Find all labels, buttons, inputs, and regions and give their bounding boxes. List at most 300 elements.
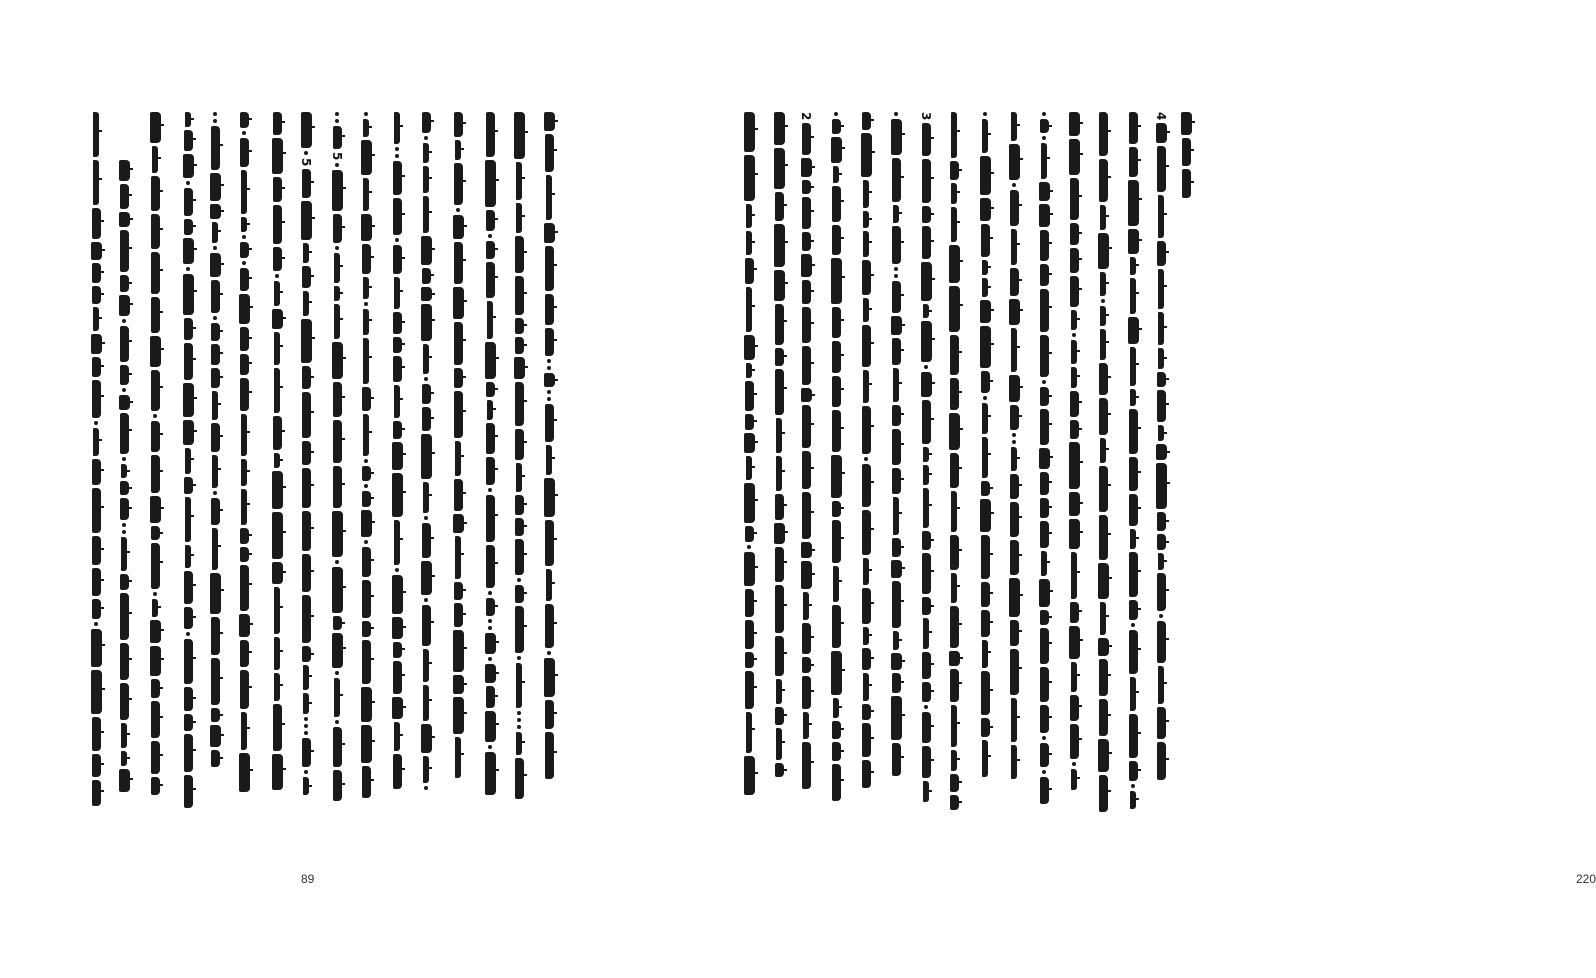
left-page-word-glyph: [363, 277, 369, 299]
left-page-word-glyph: [486, 495, 495, 542]
right-page-word-glyph: [892, 429, 901, 465]
right-page-word-glyph: [892, 743, 901, 776]
left-page-word-glyph: [272, 309, 283, 329]
right-page-word-glyph: [801, 158, 812, 177]
left-page-word-glyph: [151, 252, 160, 294]
right-page-word-glyph: [1100, 306, 1106, 326]
left-page-word-glyph: [119, 212, 130, 227]
left-page-punctuation: [395, 568, 399, 572]
right-page-punctuation: [924, 365, 928, 369]
left-page-word-glyph: [184, 639, 193, 684]
right-page-word-glyph: [1157, 372, 1166, 387]
left-page-word-glyph: [303, 291, 309, 316]
left-page-word-glyph: [183, 274, 194, 315]
right-page-word-glyph: [1071, 367, 1077, 388]
right-page-word-glyph: [982, 278, 988, 297]
left-page-word-glyph: [150, 620, 161, 643]
left-page-word-glyph: [334, 678, 340, 717]
left-page-word-glyph: [455, 536, 461, 579]
left-page-word-glyph: [486, 112, 495, 157]
right-page-word-glyph: [891, 653, 902, 670]
right-page-word-glyph: [892, 673, 901, 693]
left-page-word-glyph: [185, 545, 191, 568]
left-page-word-glyph: [185, 497, 191, 542]
left-page-word-glyph: [240, 547, 249, 562]
right-page-word-glyph: [863, 298, 869, 322]
right-page-word-glyph: [862, 723, 871, 757]
right-page-word-glyph: [1129, 714, 1138, 758]
left-page-word-glyph: [453, 697, 464, 734]
left-page-word-glyph: [212, 455, 218, 488]
left-page-word-glyph: [152, 146, 158, 173]
right-page-word-glyph: [776, 456, 782, 491]
right-page-word-glyph: [801, 542, 812, 558]
left-page-word-glyph: [92, 286, 101, 304]
right-page-word-glyph: [892, 281, 901, 313]
right-page-word-glyph: [1040, 667, 1049, 702]
right-page-word-glyph: [1071, 769, 1077, 790]
right-page-word-glyph: [950, 606, 959, 648]
left-page-word-glyph: [392, 442, 403, 470]
left-page-word-glyph: [211, 498, 220, 525]
left-page-word-glyph: [302, 646, 311, 662]
left-page-word-glyph: [486, 262, 495, 298]
left-page-word-glyph: [92, 380, 101, 418]
right-page-word-glyph: [746, 231, 752, 255]
left-page-word-glyph: [184, 477, 193, 494]
left-page-word-glyph: [211, 323, 220, 341]
left-page-punctuation: [488, 234, 492, 238]
right-page-word-glyph: [1009, 144, 1020, 180]
left-page-word-glyph: [211, 368, 220, 388]
left-page-punctuation: [213, 246, 217, 250]
right-page-word-glyph: [1157, 390, 1166, 422]
right-page-word-glyph: [923, 447, 929, 462]
left-page-word-glyph: [361, 214, 372, 241]
right-page-word-glyph: [775, 348, 784, 366]
left-page-word-glyph: [185, 448, 191, 474]
left-page-text-column: [450, 112, 466, 778]
left-page-word-glyph: [211, 658, 220, 705]
left-page-word-glyph: [454, 479, 463, 511]
right-page-text-column: [888, 112, 904, 776]
left-page-word-glyph: [362, 621, 371, 637]
left-page-punctuation: [488, 626, 492, 630]
right-page-punctuation: [1042, 136, 1046, 140]
left-page-word-glyph: [150, 646, 161, 676]
left-page-punctuation: [186, 267, 190, 271]
right-page-word-glyph: [1069, 442, 1080, 489]
left-page-word-glyph: [545, 404, 554, 442]
right-page-word-glyph: [832, 186, 841, 222]
right-page-word-glyph: [774, 523, 785, 544]
left-page-word-glyph: [240, 640, 249, 667]
right-page-word-glyph: [1040, 705, 1049, 733]
left-page-word-glyph: [211, 280, 220, 313]
left-page-word-glyph: [486, 241, 495, 259]
right-page-text-column: [918, 112, 934, 802]
left-page-punctuation: [304, 151, 308, 155]
right-page-word-glyph: [744, 433, 755, 453]
left-page-word-glyph: [151, 370, 160, 411]
right-page-text-column: [946, 112, 962, 810]
left-page-word-glyph: [240, 327, 249, 351]
right-page-word-glyph: [950, 335, 959, 375]
right-page-word-glyph: [775, 494, 784, 520]
left-page-word-glyph: [421, 304, 432, 341]
left-page-word-glyph: [333, 770, 342, 801]
right-page-word-glyph: [1128, 180, 1139, 226]
right-page-word-glyph: [833, 698, 839, 718]
left-page-word-glyph: [515, 539, 524, 575]
left-page-punctuation: [122, 388, 126, 392]
right-page-word-glyph: [949, 286, 960, 332]
right-page-text-column: [1066, 112, 1082, 790]
left-page-word-glyph: [151, 741, 160, 774]
right-page-word-glyph: [950, 669, 959, 702]
left-page-word-glyph: [151, 679, 160, 698]
right-page-word-glyph: [832, 410, 841, 452]
right-page-word-glyph: [833, 166, 839, 183]
right-page-word-glyph: [862, 704, 871, 720]
left-page-punctuation: [488, 745, 492, 749]
right-page-word-glyph: [803, 592, 809, 620]
right-page-word-glyph: [1069, 519, 1080, 549]
right-page-word-glyph: [923, 304, 929, 318]
left-page-word-glyph: [546, 175, 552, 220]
left-page-word-glyph: [392, 697, 403, 719]
left-page-word-glyph: [485, 752, 496, 795]
left-page-punctuation: [335, 560, 339, 564]
left-page-word-glyph: [422, 605, 431, 646]
left-page-word-glyph: [211, 708, 220, 722]
left-page-word-glyph: [487, 301, 493, 339]
right-page-text-column: [798, 112, 814, 789]
left-page-word-glyph: [515, 606, 524, 653]
left-page-punctuation: [335, 112, 339, 116]
left-page-punctuation: [364, 302, 368, 306]
left-page-word-glyph: [362, 580, 371, 618]
left-page-word-glyph: [92, 780, 101, 806]
right-page-word-glyph: [951, 112, 957, 158]
left-page-word-glyph: [274, 332, 280, 365]
left-page-word-glyph: [183, 154, 194, 178]
left-page-word-glyph: [121, 537, 127, 571]
right-page-word-glyph: [1099, 659, 1108, 696]
right-page-word-glyph: [950, 795, 959, 810]
right-page-word-glyph: [1070, 223, 1079, 245]
left-page-word-glyph: [184, 687, 193, 711]
left-page-punctuation: [122, 523, 126, 527]
left-page-word-glyph: [151, 421, 160, 452]
left-page-word-glyph: [485, 342, 496, 379]
right-page-word-glyph: [892, 468, 901, 494]
left-page-word-glyph: [121, 723, 127, 748]
left-page-word-glyph: [211, 750, 220, 767]
left-page-word-glyph: [184, 219, 193, 235]
left-page-punctuation: [275, 274, 279, 278]
right-page-word-glyph: [1158, 312, 1164, 345]
left-page-punctuation: [517, 711, 521, 715]
right-page-word-glyph: [891, 119, 902, 155]
right-page-word-glyph: [1130, 389, 1136, 406]
right-page-word-glyph: [863, 211, 869, 228]
left-page-text-column: [116, 160, 132, 792]
left-page-word-glyph: [274, 453, 280, 468]
left-page-word-glyph: [240, 242, 249, 258]
right-page-word-glyph: [1100, 205, 1106, 230]
left-page-word-glyph: [423, 344, 429, 374]
left-page-word-glyph: [363, 178, 369, 211]
left-page-inline-numeral: 5: [330, 152, 344, 161]
left-page-word-glyph: [91, 334, 102, 354]
left-page-punctuation: [517, 725, 521, 729]
left-page-word-glyph: [362, 766, 371, 798]
left-page-word-glyph: [486, 457, 495, 485]
right-page-word-glyph: [1010, 405, 1019, 430]
left-page-word-glyph: [273, 112, 282, 135]
right-page-word-glyph: [949, 413, 960, 450]
right-page-punctuation: [1042, 380, 1046, 384]
right-page-word-glyph: [1130, 257, 1136, 275]
left-page-word-glyph: [545, 604, 554, 648]
right-page-word-glyph: [801, 561, 812, 589]
left-page-word-glyph: [423, 482, 429, 513]
left-page-text-column: [358, 112, 374, 798]
right-page-word-glyph: [802, 346, 811, 385]
right-page-word-glyph: [892, 338, 901, 365]
left-page-punctuation: [424, 786, 428, 790]
right-page-word-glyph: [982, 403, 988, 434]
left-page-word-glyph: [92, 263, 101, 283]
left-page-word-glyph: [184, 571, 193, 604]
left-page-word-glyph: [486, 686, 495, 708]
left-page-word-glyph: [184, 607, 193, 629]
right-page-word-glyph: [1040, 387, 1049, 406]
left-page-word-glyph: [515, 495, 524, 515]
right-page-word-glyph: [1069, 492, 1080, 516]
left-page-word-glyph: [272, 138, 283, 174]
right-page-word-glyph: [922, 652, 931, 679]
right-page-word-glyph: [922, 597, 931, 615]
left-page-word-glyph: [303, 777, 309, 795]
right-page-punctuation: [983, 112, 987, 116]
right-page-word-glyph: [745, 414, 754, 430]
left-page-text-column: [298, 112, 314, 795]
right-page-word-glyph: [922, 159, 931, 203]
right-page-word-glyph: [1071, 310, 1077, 330]
left-page-word-glyph: [120, 643, 129, 680]
left-page-word-glyph: [485, 711, 496, 742]
left-page-word-glyph: [274, 281, 280, 306]
left-page-word-glyph: [120, 683, 129, 720]
right-page-word-glyph: [744, 552, 755, 586]
right-page-word-glyph: [1070, 602, 1079, 623]
left-page-word-glyph: [210, 204, 221, 219]
right-page-word-glyph: [1069, 112, 1080, 136]
right-page-word-glyph: [1129, 147, 1138, 177]
right-page-text-column: [741, 112, 757, 795]
left-page-word-glyph: [303, 665, 309, 690]
left-page-word-glyph: [333, 466, 342, 508]
left-page-word-glyph: [272, 754, 283, 790]
left-page-punctuation: [242, 235, 246, 239]
right-page-word-glyph: [1011, 698, 1017, 742]
left-page-word-glyph: [185, 112, 191, 127]
left-page-word-glyph: [91, 242, 102, 260]
right-page-word-glyph: [950, 161, 959, 180]
left-page-word-glyph: [516, 732, 522, 755]
right-page-word-glyph: [1040, 472, 1049, 495]
right-page-word-glyph: [746, 712, 752, 753]
right-page-word-glyph: [1181, 112, 1192, 135]
right-page-word-glyph: [1130, 791, 1136, 809]
left-page-word-glyph: [119, 395, 130, 410]
right-page-word-glyph: [1098, 563, 1109, 599]
left-page-word-glyph: [302, 392, 311, 438]
left-page-word-glyph: [183, 238, 194, 264]
right-page-word-glyph: [745, 671, 754, 709]
left-page-word-glyph: [212, 528, 218, 570]
right-page-word-glyph: [802, 180, 811, 194]
left-page-word-glyph: [393, 356, 402, 382]
left-page-word-glyph: [333, 727, 342, 767]
right-page-word-glyph: [921, 321, 932, 362]
right-page-word-glyph: [1099, 398, 1108, 435]
left-page-word-glyph: [454, 112, 463, 137]
right-page-number: 220: [1576, 872, 1596, 886]
left-page-word-glyph: [332, 170, 343, 211]
left-page-word-glyph: [334, 304, 340, 339]
right-page-punctuation: [1012, 440, 1016, 444]
left-page-word-glyph: [183, 420, 194, 445]
left-page-word-glyph: [362, 387, 371, 411]
left-page-text-column: [541, 112, 557, 779]
left-page-word-glyph: [120, 326, 129, 362]
right-page-word-glyph: [1156, 123, 1167, 143]
right-page-word-glyph: [863, 180, 869, 208]
left-page-word-glyph: [210, 725, 221, 747]
right-page-punctuation: [747, 545, 751, 549]
right-page-word-glyph: [922, 531, 931, 550]
left-page-word-glyph: [394, 520, 400, 565]
left-page-word-glyph: [393, 642, 402, 658]
right-page-word-glyph: [863, 558, 869, 585]
right-page-word-glyph: [1158, 553, 1164, 570]
right-page-word-glyph: [745, 258, 754, 284]
right-page-word-glyph: [1158, 269, 1164, 309]
left-page-word-glyph: [272, 512, 283, 559]
right-page-word-glyph: [832, 225, 841, 255]
right-page-word-glyph: [951, 573, 957, 603]
right-page-word-glyph: [1039, 204, 1050, 227]
left-page-word-glyph: [515, 276, 524, 315]
left-page-word-glyph: [212, 222, 218, 243]
right-page-word-glyph: [802, 451, 811, 489]
left-page-word-glyph: [422, 384, 431, 404]
left-page-word-glyph: [334, 253, 340, 283]
left-page-word-glyph: [454, 391, 463, 438]
left-page-word-glyph: [455, 140, 461, 160]
right-page-word-glyph: [831, 455, 842, 498]
right-page-word-glyph: [1010, 649, 1019, 695]
left-page-word-glyph: [151, 777, 160, 795]
left-page-word-glyph: [485, 664, 496, 683]
right-page-text-column: [1036, 112, 1052, 804]
right-page-word-glyph: [949, 651, 960, 666]
left-page-word-glyph: [92, 599, 101, 619]
right-page-word-glyph: [981, 535, 990, 579]
right-page-word-glyph: [1157, 534, 1166, 550]
left-page-word-glyph: [274, 673, 280, 701]
right-page-punctuation: [1131, 784, 1135, 788]
right-page-word-glyph: [831, 137, 842, 163]
right-page-word-glyph: [980, 326, 991, 368]
right-page-word-glyph: [801, 254, 812, 277]
left-page-word-glyph: [121, 751, 127, 766]
right-page-word-glyph: [1098, 638, 1109, 656]
right-page-word-glyph: [1129, 630, 1138, 674]
left-page-word-glyph: [239, 614, 250, 637]
right-page-punctuation: [864, 457, 868, 461]
left-page-word-glyph: [545, 520, 554, 566]
right-page-word-glyph: [1182, 138, 1191, 166]
left-page-word-glyph: [302, 441, 311, 465]
right-page-word-glyph: [832, 764, 841, 801]
right-page-word-glyph: [1158, 195, 1164, 238]
right-page-word-glyph: [832, 341, 841, 373]
right-page-word-glyph: [1099, 775, 1108, 812]
left-page-word-glyph: [544, 373, 555, 387]
left-page-word-glyph: [363, 414, 369, 456]
right-page-word-glyph: [922, 682, 931, 702]
right-page-word-glyph: [802, 405, 811, 448]
right-page-word-glyph: [1157, 742, 1166, 780]
left-page-word-glyph: [240, 268, 249, 291]
left-page-word-glyph: [301, 201, 312, 240]
left-page-word-glyph: [455, 737, 461, 778]
right-page-word-glyph: [803, 712, 809, 739]
left-page-word-glyph: [362, 466, 371, 481]
right-page-text-column: [1006, 112, 1022, 779]
right-page-word-glyph: [980, 156, 991, 195]
left-page-word-glyph: [211, 344, 220, 365]
right-page-word-glyph: [775, 763, 784, 777]
right-page-punctuation: [1042, 736, 1046, 740]
left-page-punctuation: [517, 718, 521, 722]
right-page-word-glyph: [832, 119, 841, 134]
left-page-word-glyph: [241, 217, 247, 232]
right-page-word-glyph: [801, 388, 812, 402]
right-page-word-glyph: [1010, 620, 1019, 646]
left-page-word-glyph: [183, 383, 194, 417]
right-page-word-glyph: [1011, 112, 1017, 141]
right-page-punctuation: [894, 112, 898, 116]
left-page-punctuation: [153, 592, 157, 596]
left-page-word-glyph: [393, 312, 402, 334]
left-page-word-glyph: [211, 617, 220, 655]
right-page-word-glyph: [980, 499, 991, 532]
left-page-punctuation: [335, 720, 339, 724]
left-page-word-glyph: [515, 318, 524, 334]
left-page-punctuation: [242, 131, 246, 135]
left-page-word-glyph: [92, 208, 101, 239]
left-page-word-glyph: [393, 161, 402, 195]
right-page-word-glyph: [1071, 552, 1077, 599]
right-page-word-glyph: [1129, 761, 1138, 781]
left-page-word-glyph: [119, 160, 130, 181]
right-page-word-glyph: [1100, 602, 1106, 635]
